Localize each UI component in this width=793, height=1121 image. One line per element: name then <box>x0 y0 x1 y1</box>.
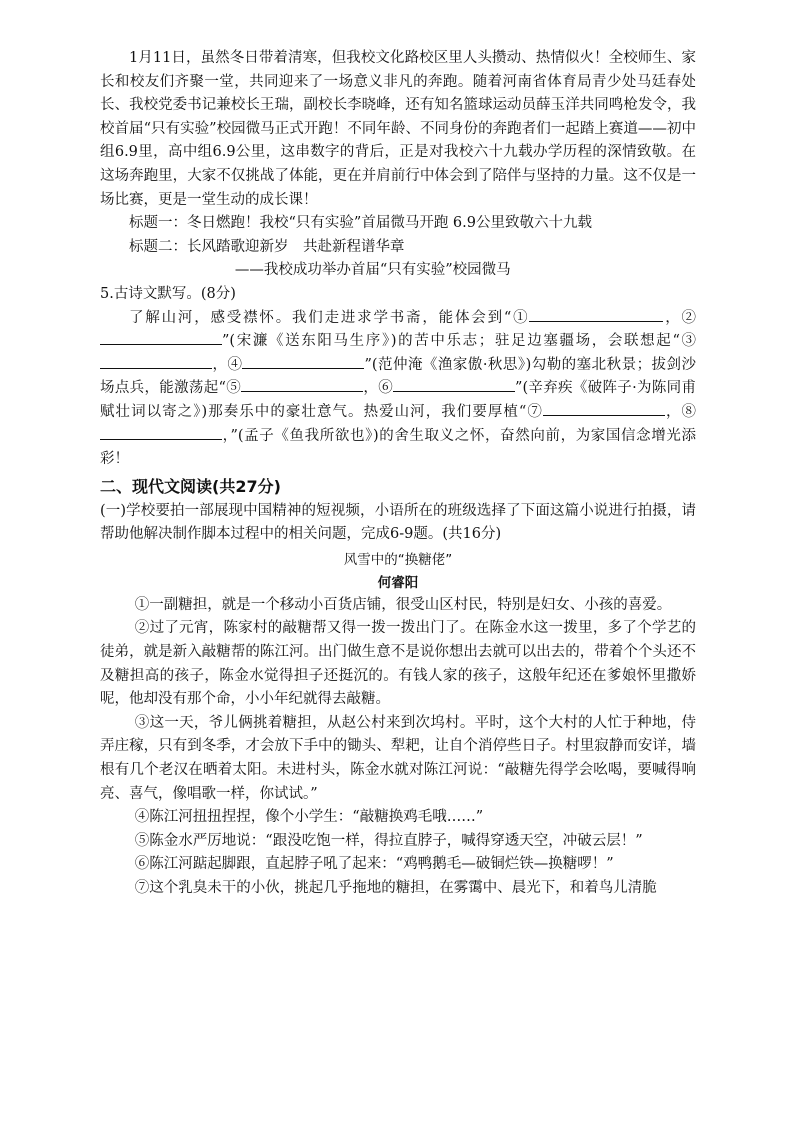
question-5-body <box>100 307 696 472</box>
news-paragraph: 1月11日，虽然冬日带着清寒，但我校文化路校区里人头攒动、热情似火！全校师生、家长和校友们齐聚一堂，共同迎来了一场意义非凡的奔跑。随着河南省体育局青少处马廷春处长、我校党委书记兼校长王瑞，副校长李晓峰，还有知名篮球运动员薛玉洋共同鸣枪发令，我校首届“只有实验”校园微马正式开跑！不同年龄、不同身份的奔跑者们一起踏上赛道——初中组6.9里，高中组6.9公里，这串数字的背后，正是对我校六十九载办学历程的深情致敬。在这场奔跑里，大家不仅挑战了体能，更在并肩前行中体会到了陪伴与坚持的力量。这不仅是一场比赛，更是一堂生动的成长课！ <box>100 50 696 208</box>
blank-5[interactable] <box>241 377 363 392</box>
blank-4[interactable] <box>242 354 364 369</box>
blank-7[interactable] <box>543 401 665 416</box>
story-author: 何睿阳 <box>377 574 419 591</box>
headline-option-2: 标题二：长风踏歌迎新岁 共赴新程谱华章 <box>129 238 405 255</box>
question-5-heading: 5.古诗文默写。(8分) <box>100 285 236 302</box>
blank-2[interactable] <box>100 330 222 345</box>
q5-text-1: 了解山河，感受襟怀。我们走进求学书斋，能体会到“① <box>129 309 530 326</box>
story-paragraph-5: ⑤陈金水严厉地说：“跟没吃饱一样，得拉直脖子，喊得穿透天空，冲破云层！” <box>134 832 643 849</box>
q5-text-2: ， <box>663 309 682 326</box>
blank-8[interactable] <box>100 425 222 440</box>
q5-text-5: ，④ <box>212 356 243 373</box>
story-title: 风雪中的“换糖佬” <box>343 551 453 568</box>
story-paragraph-2: ②过了元宵，陈家村的敲糖帮又得一拨一拨出门了。在陈金水这一拨里，多了个学艺的徒弟，就是新入敲糖帮的陈江河。出门做生意不是说你想出去就可以出去的，带着个个头还不及糖担高的孩子，陈金水觉得担子还挺沉的。有钱人家的孩子，这般年纪还在爹娘怀里撒娇呢，他却没有那个命，小小年纪就得去敲糖。 <box>100 620 696 708</box>
exam-page <box>100 47 696 901</box>
section-2-heading: 二、现代文阅读(共27分) <box>100 476 281 496</box>
q5-text-3: ② <box>681 309 696 326</box>
q5-text-9: ，⑧ <box>664 403 696 420</box>
headline-subtitle: ——我校成功举办首届“只有实验”校园微马 <box>234 262 511 279</box>
story-paragraph-4: ④陈江河扭扭捏捏，像个小学生：“敲糖换鸡毛哦……” <box>134 809 484 826</box>
section-2-intro: (一)学校要拍一部展现中国精神的短视频，小语所在的班级选择了下面这篇小说进行拍摄，请帮助他解决制作脚本过程中的相关问题，完成6-9题。(共16分) <box>100 502 696 543</box>
headline-option-1: 标题一：冬日燃跑！我校“只有实验”首届微马开跑 6.9公里致敬六十九载 <box>129 215 592 232</box>
story-paragraph-3: ③这一天，爷儿俩挑着糖担，从赵公村来到次坞村。平时，这个大村的人忙于种地，侍弄庄稼，只有到冬季，才会放下手中的锄头、犁耙，让自个消停些日子。村里寂静而安详，墙根有几个老汉在晒着太阳。未进村头，陈金水就对陈江河说：“敲糖先得学会吆喝，要喊得响亮、喜气，像唱歌一样，你试试。” <box>100 714 696 802</box>
q5-text-7: ，⑥ <box>363 380 394 397</box>
q5-text-8: ”(辛弃疾《破阵子·为陈同甫赋壮词以寄之》)那奏乐中的豪壮意气。热爱山河，我们要厚植“⑦ <box>100 380 696 420</box>
blank-6[interactable] <box>393 377 515 392</box>
q5-text-4: ”(宋濂《送东阳马生序》)的苦中乐志；驻足边塞疆场，会联想起“③ <box>222 333 696 350</box>
blank-3[interactable] <box>100 354 212 369</box>
blank-1[interactable] <box>529 307 663 322</box>
q5-text-10: ，”(孟子《鱼我所欲也》)的舍生取义之怀，奋然向前，为家国信念增光添彩！ <box>100 427 696 468</box>
story-paragraph-1: ①一副糖担，就是一个移动小百货店铺，很受山区村民，特别是妇女、小孩的喜爱。 <box>134 596 672 613</box>
story-paragraph-7: ⑦这个乳臭未干的小伙，挑起几乎拖地的糖担，在雾霭中、晨光下，和着鸟儿清脆 <box>134 880 657 896</box>
story-paragraph-6: ⑥陈江河踮起脚跟，直起脖子吼了起来：“鸡鸭鹅毛—破铜烂铁—换糖啰！” <box>134 856 614 873</box>
q5-text-6: ”(范仲淹《渔家傲·秋思》)勾勒的塞北秋景；拔剑沙场点兵，能激荡起“⑤ <box>100 356 696 397</box>
